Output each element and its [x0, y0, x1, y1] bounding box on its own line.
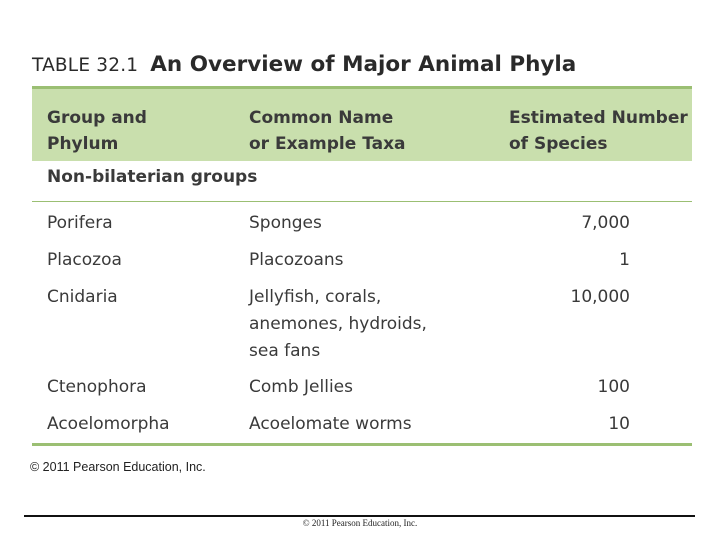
common-name-cell: Sponges — [249, 213, 322, 233]
phylum-cell: Acoelomorpha — [47, 414, 170, 434]
column-header-species-count: Estimated Number of Species — [509, 108, 688, 154]
column-header-common-name: Common Name or Example Taxa — [249, 108, 406, 154]
phylum-cell: Placozoa — [47, 250, 122, 270]
common-name-cell: Jellyfish, corals, anemones, hydroids, sea fans — [249, 287, 427, 361]
common-name-cell: Acoelomate worms — [249, 414, 412, 434]
footer-copyright: © 2011 Pearson Education, Inc. — [302, 518, 418, 528]
common-name-cell: Placozoans — [249, 250, 344, 270]
group-heading: Non-bilaterian groups — [47, 167, 258, 187]
table-header — [32, 86, 692, 161]
phylum-cell: Porifera — [47, 213, 113, 233]
table-body — [32, 202, 692, 446]
table-title-row — [32, 52, 692, 86]
table-number: TABLE 32.1 — [32, 55, 139, 76]
species-count-cell: 100 — [597, 377, 630, 397]
copyright-notice: © 2011 Pearson Education, Inc. — [30, 460, 206, 474]
phylum-cell: Cnidaria — [47, 287, 118, 307]
species-count-cell: 7,000 — [581, 213, 630, 233]
group-heading-row — [32, 161, 692, 202]
column-header-group-phylum: Group and Phylum — [47, 108, 147, 154]
species-count-cell: 10 — [608, 414, 630, 434]
phylum-cell: Ctenophora — [47, 377, 147, 397]
footer-divider — [24, 515, 695, 517]
table-figure — [32, 52, 692, 446]
species-count-cell: 10,000 — [570, 287, 630, 307]
species-count-cell: 1 — [619, 250, 630, 270]
common-name-cell: Comb Jellies — [249, 377, 353, 397]
table-title: An Overview of Major Animal Phyla — [150, 52, 577, 77]
